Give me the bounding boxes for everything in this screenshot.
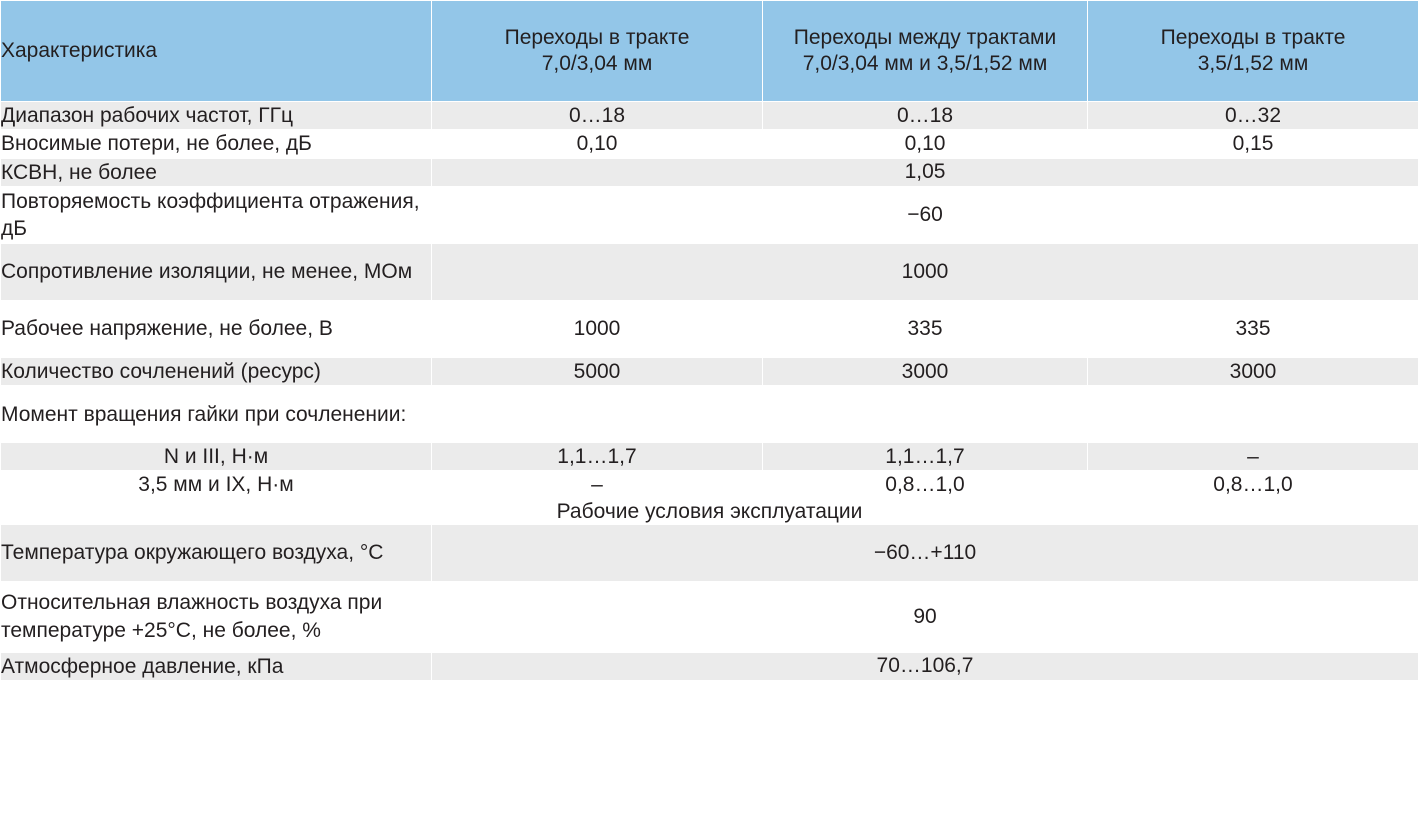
table-row (1, 443, 1418, 471)
row-label: Относительная влажность воздуха при температуре +25°С, не более, % (1, 581, 432, 652)
row-value: 0…32 (1088, 102, 1418, 130)
column-header-transitions-7-0 (432, 1, 763, 102)
row-value-merged: 1,05 (432, 158, 1418, 186)
row-label: Момент вращения гайки при сочленении: (1, 386, 432, 443)
table-row (1, 243, 1418, 300)
row-value: 3000 (763, 357, 1088, 385)
column-header-line-1: Переходы в тракте (1160, 25, 1346, 49)
table-row (1, 471, 1418, 499)
table-row (1, 524, 1418, 581)
column-header-characteristic: Характеристика (1, 1, 432, 102)
row-value: – (1088, 443, 1418, 471)
row-value: 0,10 (432, 130, 763, 158)
column-header-transitions-3-5 (1088, 1, 1418, 102)
section-title-row (1, 499, 1418, 524)
row-value: 0,8…1,0 (763, 471, 1088, 499)
row-value-merged: 90 (432, 581, 1418, 652)
row-value: 0,15 (1088, 130, 1418, 158)
table-row (1, 300, 1418, 357)
row-value: 0…18 (763, 102, 1088, 130)
table-row (1, 652, 1418, 680)
row-value-merged (432, 386, 1418, 443)
row-value: 0,10 (763, 130, 1088, 158)
row-label: Вносимые потери, не более, дБ (1, 130, 432, 158)
row-label: Сопротивление изоляции, не менее, МОм (1, 243, 432, 300)
table-row (1, 386, 1418, 443)
table-row (1, 130, 1418, 158)
table-row (1, 102, 1418, 130)
row-value: 1,1…1,7 (763, 443, 1088, 471)
row-value: 335 (763, 300, 1088, 357)
row-label: N и III, Н·м (1, 443, 432, 471)
column-header-transitions-between (763, 1, 1088, 102)
row-label: Количество сочленений (ресурс) (1, 357, 432, 385)
table-row (1, 581, 1418, 652)
row-label: Температура окружающего воздуха, °С (1, 524, 432, 581)
row-value: 5000 (432, 357, 763, 385)
row-label: Диапазон рабочих частот, ГГц (1, 102, 432, 130)
table-header-row (1, 1, 1418, 102)
row-label: 3,5 мм и IX, Н·м (1, 471, 432, 499)
row-label: Атмосферное давление, кПа (1, 652, 432, 680)
row-value: 0,8…1,0 (1088, 471, 1418, 499)
row-value: 335 (1088, 300, 1418, 357)
table-row (1, 357, 1418, 385)
column-header-line-2: 7,0/3,04 мм (541, 52, 653, 75)
column-header-line-1: Переходы между трактами (793, 25, 1057, 49)
row-value: 1,1…1,7 (432, 443, 763, 471)
table-row (1, 158, 1418, 186)
row-label: Повторяемость коэффициента отражения, дБ (1, 186, 432, 243)
row-value-merged: 1000 (432, 243, 1418, 300)
row-value-merged: 70…106,7 (432, 652, 1418, 680)
row-label: КСВН, не более (1, 158, 432, 186)
row-value: – (432, 471, 763, 499)
row-value: 3000 (1088, 357, 1418, 385)
section-title: Рабочие условия эксплуатации (1, 499, 1418, 524)
row-value-merged: −60…+110 (432, 524, 1418, 581)
column-header-line-2: 3,5/1,52 мм (1197, 52, 1309, 75)
row-value-merged: −60 (432, 186, 1418, 243)
row-label: Рабочее напряжение, не более, В (1, 300, 432, 357)
table-row (1, 186, 1418, 243)
row-value: 1000 (432, 300, 763, 357)
row-value: 0…18 (432, 102, 763, 130)
column-header-line-2: 7,0/3,04 мм и 3,5/1,52 мм (802, 52, 1048, 75)
column-header-line-1: Переходы в тракте (504, 25, 690, 49)
